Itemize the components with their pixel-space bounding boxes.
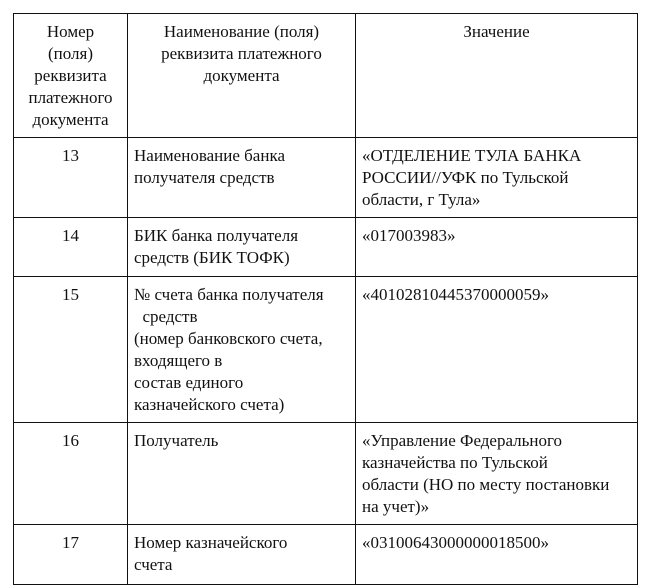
header-name	[128, 14, 356, 138]
row-name-line: входящего в	[134, 351, 223, 370]
row-name-line: казначейского счета)	[134, 395, 285, 414]
row-name-line: (номер банковского счета,	[134, 329, 323, 348]
table-row	[14, 277, 638, 423]
header-number	[14, 14, 128, 138]
row-value-line: «017003983»	[362, 226, 456, 245]
header-name-line: документа	[203, 66, 280, 85]
table-row	[14, 138, 638, 218]
header-number-line: платежного	[28, 88, 113, 107]
header-value	[356, 14, 638, 138]
row-value-line: на учет)»	[362, 497, 430, 516]
row-value-line: области, г Тула»	[362, 190, 481, 209]
row-name-line: состав единого	[134, 373, 244, 392]
row-name	[128, 218, 356, 277]
row-name	[128, 277, 356, 423]
row-number: 15	[14, 277, 128, 423]
header-value-line: Значение	[463, 22, 530, 41]
row-value-line: «03100643000000018500»	[362, 533, 549, 552]
row-value	[356, 423, 638, 525]
row-value-line: РОССИИ//УФК по Тульской	[362, 168, 569, 187]
row-name-line: № счета банка получателя	[134, 285, 324, 304]
row-value-line: казначейства по Тульской	[362, 453, 548, 472]
row-value	[356, 218, 638, 277]
row-name-line: средств	[134, 307, 198, 326]
row-name	[128, 423, 356, 525]
row-name-line: Наименование банка	[134, 146, 285, 165]
row-number: 16	[14, 423, 128, 525]
row-name-line: Номер казначейского	[134, 533, 288, 552]
row-value	[356, 277, 638, 423]
row-name-line: счета	[134, 555, 173, 574]
header-name-line: реквизита платежного	[161, 44, 322, 63]
row-number: 17	[14, 525, 128, 585]
header-number-line: реквизита	[34, 66, 107, 85]
payment-details-table	[13, 13, 638, 585]
row-number: 14	[14, 218, 128, 277]
header-number-line: (поля)	[48, 44, 93, 63]
row-name-line: Получатель	[134, 431, 219, 450]
table-row	[14, 525, 638, 585]
header-number-line: Номер	[46, 22, 95, 41]
row-name-line: средств (БИК ТОФК)	[134, 248, 290, 267]
table-row	[14, 218, 638, 277]
row-value	[356, 525, 638, 585]
row-value-line: «Управление Федерального	[362, 431, 563, 450]
row-name-line: БИК банка получателя	[134, 226, 299, 245]
row-value-line: «ОТДЕЛЕНИЕ ТУЛА БАНКА	[362, 146, 582, 165]
header-number-line: документа	[32, 110, 109, 129]
row-name-line: получателя средств	[134, 168, 275, 187]
row-number: 13	[14, 138, 128, 218]
row-value	[356, 138, 638, 218]
header-name-line: Наименование (поля)	[163, 22, 320, 41]
row-name	[128, 525, 356, 585]
row-value-line: области (НО по месту постановки	[362, 475, 610, 494]
row-name	[128, 138, 356, 218]
table-row	[14, 423, 638, 525]
table-header-row	[14, 14, 638, 138]
row-value-line: «40102810445370000059»	[362, 285, 549, 304]
